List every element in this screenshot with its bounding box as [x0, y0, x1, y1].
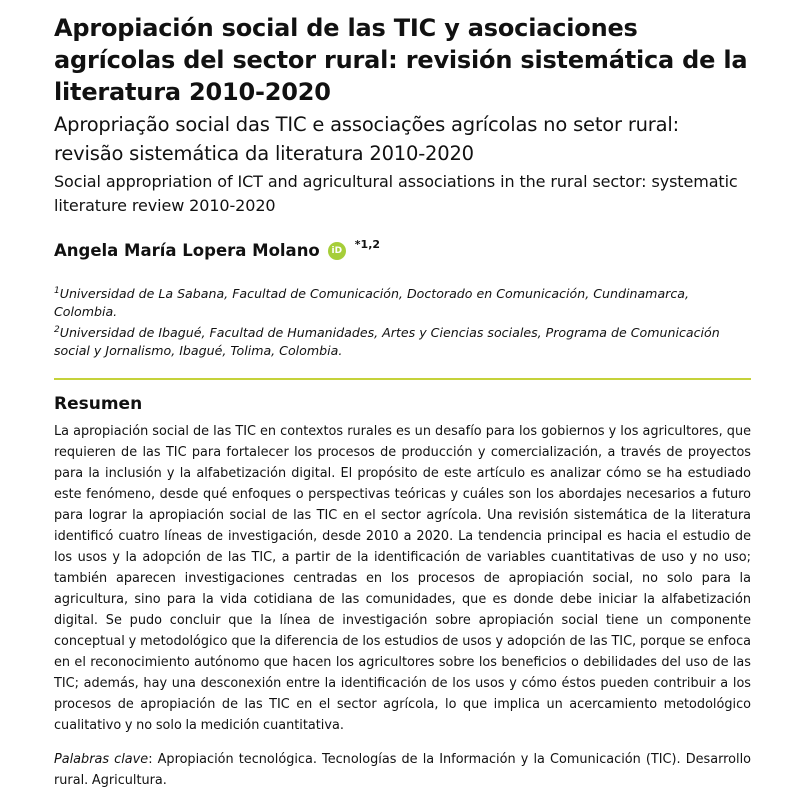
affiliation-1-text: Universidad de La Sabana, Facultad de Comunicación, Doctorado en Comunicación, Cundinamarca, Colombia. [54, 286, 689, 320]
section-divider [54, 378, 751, 380]
article-page [54, 12, 751, 804]
keywords-text: : Apropiación tecnológica. Tecnologías de la Información y la Comunicación (TIC). Desarrollo rural. Agricultura. [54, 752, 751, 789]
orcid-icon[interactable]: iD [328, 242, 346, 260]
resumen-heading: Resumen [54, 394, 143, 415]
title-spanish: Apropiación social de las TIC y asociaciones agrícolas del sector rural: revisión sistemática de la literatura 2010-2020 [54, 14, 748, 106]
abstract-text: La apropiación social de las TIC en contextos rurales es un desafío para los gobiernos y los agricultores, que requieren de las TIC para fortalecer los procesos de producción y comercialización, a través de proyectos para la inclusión y la alfabetización digital. El propósito de este artículo es analizar cómo se ha estudiado este fenómeno, desde qué enfoques o perspectivas teóricas y cuáles son los abordajes necesarios a futuro para lograr la apropiación social de las TIC en el sector agrícola. Una revisión sistemática de la literatura identificó cuatro líneas de investigación, desde 2010 a 2020. La tendencia principal es hacia el estudio de los usos y la adopción de las TIC, a partir de la identificación de variables cuantitativas de uso y no uso; también aparecen investigaciones centradas en los procesos de apropiación social, no solo para la agricultura, sino para la vida cotidiana de las comunidades, que es donde debe iniciar la alfabetización digital. Se pudo concluir que la línea de investigación sobre apropiación social tiene un componente conceptual y metodológico que la diferencia de los estudios de usos y adopción de las TIC, porque se enfoca en el reconocimiento autónomo que hacen los agricultores sobre los beneficios o debilidades del uso de las TIC; además, hay una desconexión entre la identificación de los usos y cómo éstos pueden contribuir a los procesos de apropiación de las TIC en el sector agrícola, lo que implica un acercamiento metodológico cualitativo y no solo la medición cuantitativa. [54, 424, 751, 734]
keywords [54, 749, 751, 791]
title-portuguese: Apropriação social das TIC e associações agrícolas no setor rural: revisão sistemática da literatura 2010-2020 [54, 113, 679, 165]
author-line [54, 240, 751, 262]
affiliation-2-number: 2 [54, 325, 60, 336]
affiliation-2 [54, 321, 751, 360]
affiliation-1-number: 1 [54, 286, 60, 296]
affiliations [54, 282, 751, 360]
author-name: Angela María Lopera Molano [54, 241, 320, 260]
affiliation-1 [54, 282, 751, 321]
affiliation-2-text: Universidad de Ibagué, Facultad de Humanidades, Artes y Ciencias sociales, Programa de Comunicación social y Jornalismo, Ibagué, Tolima, Colombia. [54, 325, 720, 359]
title-english: Social appropriation of ICT and agricultural associations in the rural sector: systematic literature review 2010-2020 [54, 172, 738, 215]
keywords-label: Palabras clave [54, 752, 149, 768]
author-affiliation-marker: *1,2 [354, 238, 381, 251]
